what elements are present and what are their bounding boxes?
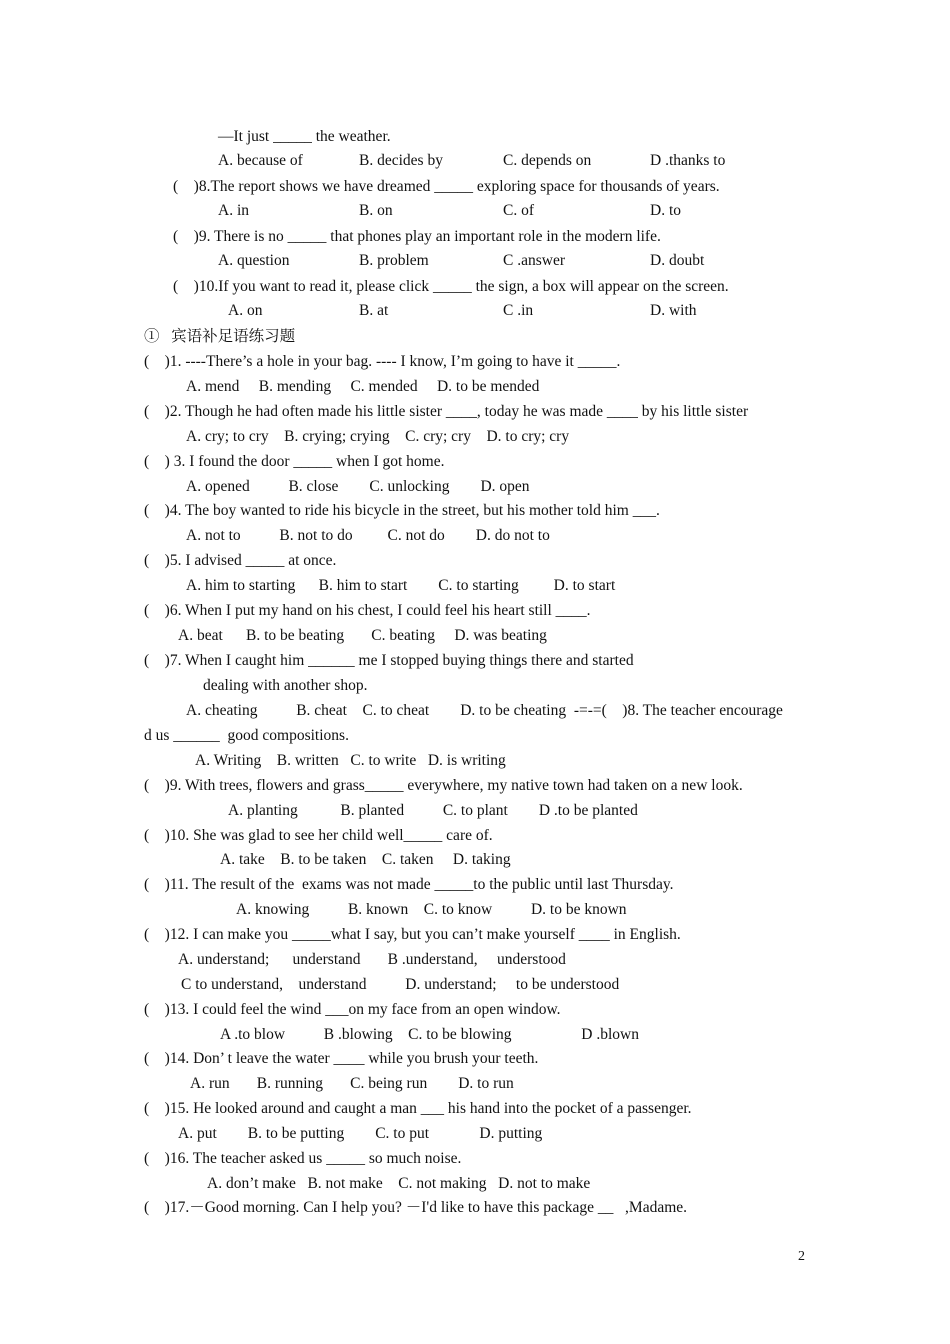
document-line: A. planting B. planted C. to plant D .to be planted — [228, 802, 638, 819]
document-line: —It just _____ the weather. — [218, 128, 391, 145]
document-line: ( )9. There is no _____ that phones play an important role in the modern life. — [173, 228, 661, 245]
document-line: A. cry; to cry B. crying; crying C. cry; cry D. to cry; cry — [186, 428, 570, 445]
document-line: A. don’t make B. not make C. not making D. not to make — [207, 1175, 591, 1192]
answer-option: D .thanks to — [650, 152, 726, 169]
document-line: ( )17.－Good morning. Can I help you? －I'd like to have this package __ ,Madame. — [144, 1199, 688, 1216]
document-line: A. mend B. mending C. mended D. to be mended — [186, 378, 540, 395]
answer-option: B. decides by — [359, 152, 443, 169]
answer-option: C .in — [503, 302, 534, 319]
document-line: ( )4. The boy wanted to ride his bicycle in the street, but his mother told him ___. — [144, 502, 660, 519]
document-line: dealing with another shop. — [203, 677, 368, 694]
answer-option: A. question — [218, 252, 290, 269]
document-line: A. understand; understand B .understand, understood — [178, 951, 566, 968]
answer-option: A. in — [218, 202, 249, 219]
document-line: ( )16. The teacher asked us _____ so much noise. — [144, 1150, 462, 1167]
document-line: A. cheating B. cheat C. to cheat D. to be cheating -=-=( )8. The teacher encourage — [186, 702, 783, 719]
document-line: C to understand, understand D. understand; to be understood — [181, 976, 620, 993]
document-line: A. knowing B. known C. to know D. to be known — [236, 901, 627, 918]
document-line: A. opened B. close C. unlocking D. open — [186, 478, 530, 495]
document-line: ( )10.If you want to read it, please click _____ the sign, a box will appear on the screen. — [173, 278, 729, 295]
document-line: ( )14. Don’ t leave the water ____ while you brush your teeth. — [144, 1050, 539, 1067]
document-line: ( )10. She was glad to see her child well_____ care of. — [144, 827, 493, 844]
document-line: ( )15. He looked around and caught a man ___ his hand into the pocket of a passenger. — [144, 1100, 692, 1117]
document-line: A. Writing B. written C. to write D. is writing — [195, 752, 506, 769]
document-line: A. put B. to be putting C. to put D. putting — [178, 1125, 543, 1142]
answer-option: D. doubt — [650, 252, 705, 269]
document-line: A. not to B. not to do C. not do D. do not to — [186, 527, 550, 544]
answer-option: D. to — [650, 202, 681, 219]
document-line: A .to blow B .blowing C. to be blowing D .blown — [220, 1026, 639, 1043]
document-line: ( ) 3. I found the door _____ when I got home. — [144, 453, 445, 470]
document-line: d us ______ good compositions. — [144, 727, 349, 744]
answer-option: C .answer — [503, 252, 565, 269]
answer-option: A. on — [228, 302, 263, 319]
document-line: ( )2. Though he had often made his little sister ____, today he was made ____ by his little sister — [144, 403, 749, 420]
answer-option: C. of — [503, 202, 534, 219]
document-line: ( )1. ----There’s a hole in your bag. ---- I know, I’m going to have it _____. — [144, 353, 621, 370]
document-line: ① 宾语补足语练习题 — [144, 328, 296, 345]
answer-option: B. at — [359, 302, 389, 319]
document-line: A. take B. to be taken C. taken D. taking — [220, 851, 511, 868]
document-line: ( )6. When I put my hand on his chest, I could feel his heart still ____. — [144, 602, 591, 619]
answer-option: C. depends on — [503, 152, 592, 169]
document-line: A. run B. running C. being run D. to run — [190, 1075, 514, 1092]
answer-option: B. problem — [359, 252, 429, 269]
document-line: ( )8.The report shows we have dreamed _____ exploring space for thousands of years. — [173, 178, 720, 195]
document-line: ( )5. I advised _____ at once. — [144, 552, 337, 569]
document-line: ( )9. With trees, flowers and grass_____ everywhere, my native town had taken on a new look. — [144, 777, 743, 794]
answer-option: D. with — [650, 302, 697, 319]
document-line: A. him to starting B. him to start C. to starting D. to start — [186, 577, 616, 594]
answer-option: B. on — [359, 202, 393, 219]
document-line: ( )7. When I caught him ______ me I stopped buying things there and started — [144, 652, 634, 669]
page-number: 2 — [798, 1249, 805, 1264]
answer-option: A. because of — [218, 152, 303, 169]
document-line: A. beat B. to be beating C. beating D. was beating — [178, 627, 547, 644]
document-line: ( )13. I could feel the wind ___on my face from an open window. — [144, 1001, 561, 1018]
document-line: ( )12. I can make you _____what I say, but you can’t make yourself ____ in English. — [144, 926, 681, 943]
document-line: ( )11. The result of the exams was not made _____to the public until last Thursday. — [144, 876, 674, 893]
